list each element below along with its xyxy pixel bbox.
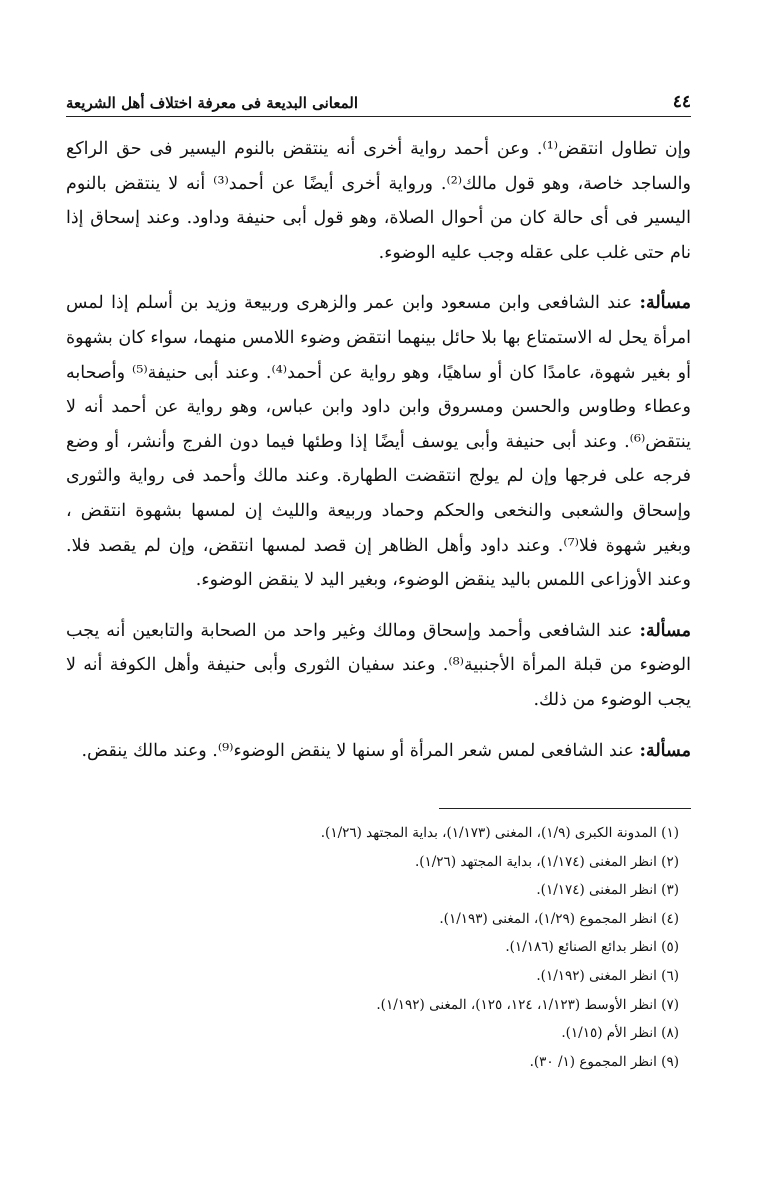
paragraph <box>66 734 691 769</box>
page-number: ٤٤ <box>672 92 691 112</box>
footnotes <box>66 808 691 1076</box>
paragraph <box>66 614 691 718</box>
paragraph-text: عند الشافعى لمس شعر المرأة أو سنها لا ينقض الوضوء⁽⁹⁾. وعند مالك ينقض. <box>81 740 640 761</box>
paragraph-lead: مسألة: <box>639 293 691 314</box>
main-text <box>66 132 691 784</box>
paragraph-text: عند الشافعى وأحمد وإسحاق ومالك وغير واحد من الصحابة والتابعين أنه يجب الوضوء من قبلة المرأة الأجنبية⁽⁸⁾. وعند سفيان الثورى وأبى حنيفة وأهل الكوفة أنه لا يجب الوضوء من ذلك. <box>66 620 691 710</box>
footnote: (١) المدونة الكبرى (١/٩)، المغنى (١/١٧٣)، بداية المجتهد (١/٢٦). <box>320 825 679 841</box>
page-header <box>66 86 691 117</box>
footnote: (٨) انظر الأم (١/١٥). <box>561 1025 679 1042</box>
paragraph-text: وإن تطاول انتقض⁽¹⁾. وعن أحمد رواية أخرى أنه ينتقض بالنوم اليسير فى حق الراكع والساجد خاصة، وهو قول مالك⁽²⁾. ورواية أخرى أيضًا عن أحمد⁽³⁾ أنه لا ينتقض بالنوم اليسير فى أى حالة كان من أحوال الصلاة، وهو قول أبى حنيفة وداود. وعند إسحاق إذا نام حتى غلب على عقله وجب عليه الوضوء. <box>66 139 691 263</box>
footnote: (٦) انظر المغنى (١/١٩٢). <box>536 967 679 984</box>
paragraph-lead: مسألة: <box>639 740 691 761</box>
footnote: (٩) انظر المجموع (١/ ٣٠). <box>529 1053 679 1070</box>
footnote-list <box>66 819 691 1076</box>
footnote: (٤) انظر المجموع (١/٢٩)، المغنى (١/١٩٣). <box>439 910 679 927</box>
paragraph <box>66 132 691 270</box>
paragraph <box>66 286 691 597</box>
footnote: (٧) انظر الأوسط (١/١٢٣، ١٢٤، ١٢٥)، المغنى (١/١٩٢). <box>376 996 679 1013</box>
paragraph-lead: مسألة: <box>639 620 691 641</box>
book-title: المعانى البديعة فى معرفة اختلاف أهل الشريعة <box>66 94 359 112</box>
footnote: (٣) انظر المغنى (١/١٧٤). <box>536 882 679 899</box>
footnote-divider <box>439 808 691 809</box>
footnote: (٥) انظر بدائع الصنائع (١/١٨٦). <box>505 939 679 956</box>
paragraph-text: عند الشافعى وابن مسعود وابن عمر والزهرى وربيعة وزيد بن أسلم إذا لمس امرأة يحل له الاستمتاع بها بلا حائل بينهما انتقض وضوء اللامس منهما، سواء كان بشهوة أو بغير شهوة، عامدًا كان أو ساهيًا، وهو رواية عن أحمد⁽⁴⁾. وعند أبى حنيفة⁽⁵⁾ وأصحابه وعطاء وطاوس والحسن ومسروق وابن داود وابن عباس، وهو رواية عن أحمد أنه لا ينتقض⁽⁶⁾. وعند أبى حنيفة وأبى يوسف أيضًا إذا وطئها فيما دون الفرج وأنشر، أو وضع فرجه على فرجها وإن لم يولج انتقضت الطهارة. وعند مالك وأحمد فى رواية والثورى وإسحاق والشعبى والنخعى والحكم وحماد وربيعة والليث إن لمسها بشهوة انتقض ، وبغير شهوة فلا⁽⁷⁾. وعند داود وأهل الظاهر إن قصد لمسها انتقض، وإن لم يقصد فلا. وعند الأوزاعى اللمس باليد ينقض الوضوء، وبغير اليد لا ينقض الوضوء. <box>66 293 692 591</box>
footnote: (٢) انظر المغنى (١/١٧٤)، بداية المجتهد (١/٢٦). <box>414 853 679 870</box>
